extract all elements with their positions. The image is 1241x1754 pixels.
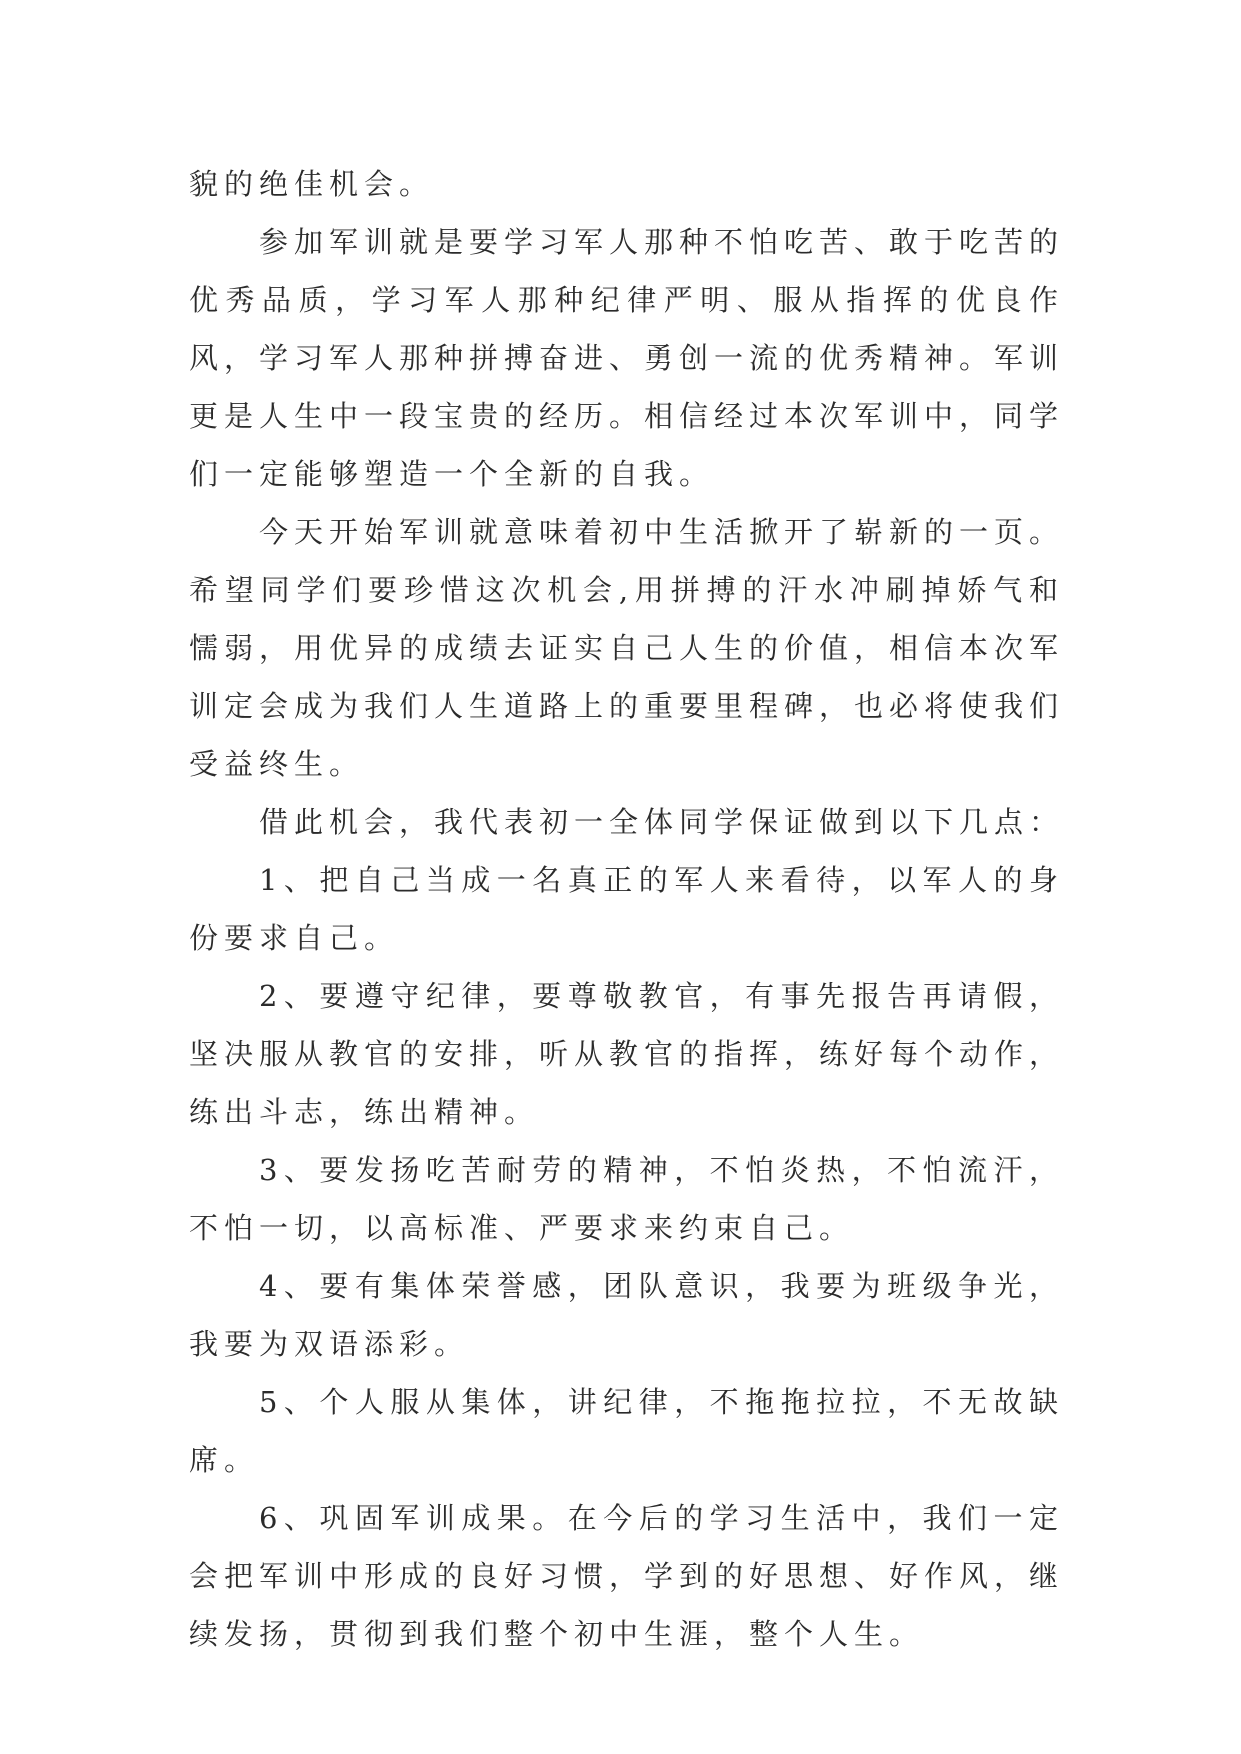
paragraph-continuation: 貌的绝佳机会。 [189, 167, 435, 201]
pledge-item-1: 1、把自己当成一名真正的军人来看待，以军人的身份要求自己。 [189, 863, 1064, 955]
pledge-item-6: 6、巩固军训成果。在今后的学习生活中，我们一定会把军训中形成的良好习惯，学到的好思想、好作风，继续发扬，贯彻到我们整个初中生涯，整个人生。 [189, 1501, 1065, 1651]
paragraph-military-training-purpose: 参加军训就是要学习军人那种不怕吃苦、敢于吃苦的优秀品质，学习军人那种纪律严明、服从指挥的优良作风，学习军人那种拼搏奋进、勇创一流的优秀精神。军训更是人生中一段宝贵的经历。相信经过本次军训中，同学们一定能够塑造一个全新的自我。 [189, 225, 1065, 491]
document-body [189, 155, 1064, 1663]
pledge-item-2: 2、要遵守纪律，要尊敬教官，有事先报告再请假，坚决服从教官的安排，听从教官的指挥，练好每个动作，练出斗志，练出精神。 [189, 979, 1065, 1129]
paragraph-new-chapter: 今天开始军训就意味着初中生活掀开了崭新的一页。希望同学们要珍惜这次机会,用拼搏的汗水冲刷掉娇气和懦弱，用优异的成绩去证实自己人生的价值，相信本次军训定会成为我们人生道路上的重要里程碑，也必将使我们受益终生。 [189, 515, 1065, 781]
pledge-item-4: 4、要有集体荣誉感，团队意识，我要为班级争光，我要为双语添彩。 [189, 1269, 1064, 1361]
pledge-item-5: 5、个人服从集体，讲纪律，不拖拖拉拉，不无故缺席。 [189, 1385, 1064, 1477]
paragraph-pledge-intro: 借此机会，我代表初一全体同学保证做到以下几点： [259, 805, 1065, 839]
pledge-item-3: 3、要发扬吃苦耐劳的精神，不怕炎热，不怕流汗，不怕一切，以高标准、严要求来约束自己。 [189, 1153, 1064, 1245]
